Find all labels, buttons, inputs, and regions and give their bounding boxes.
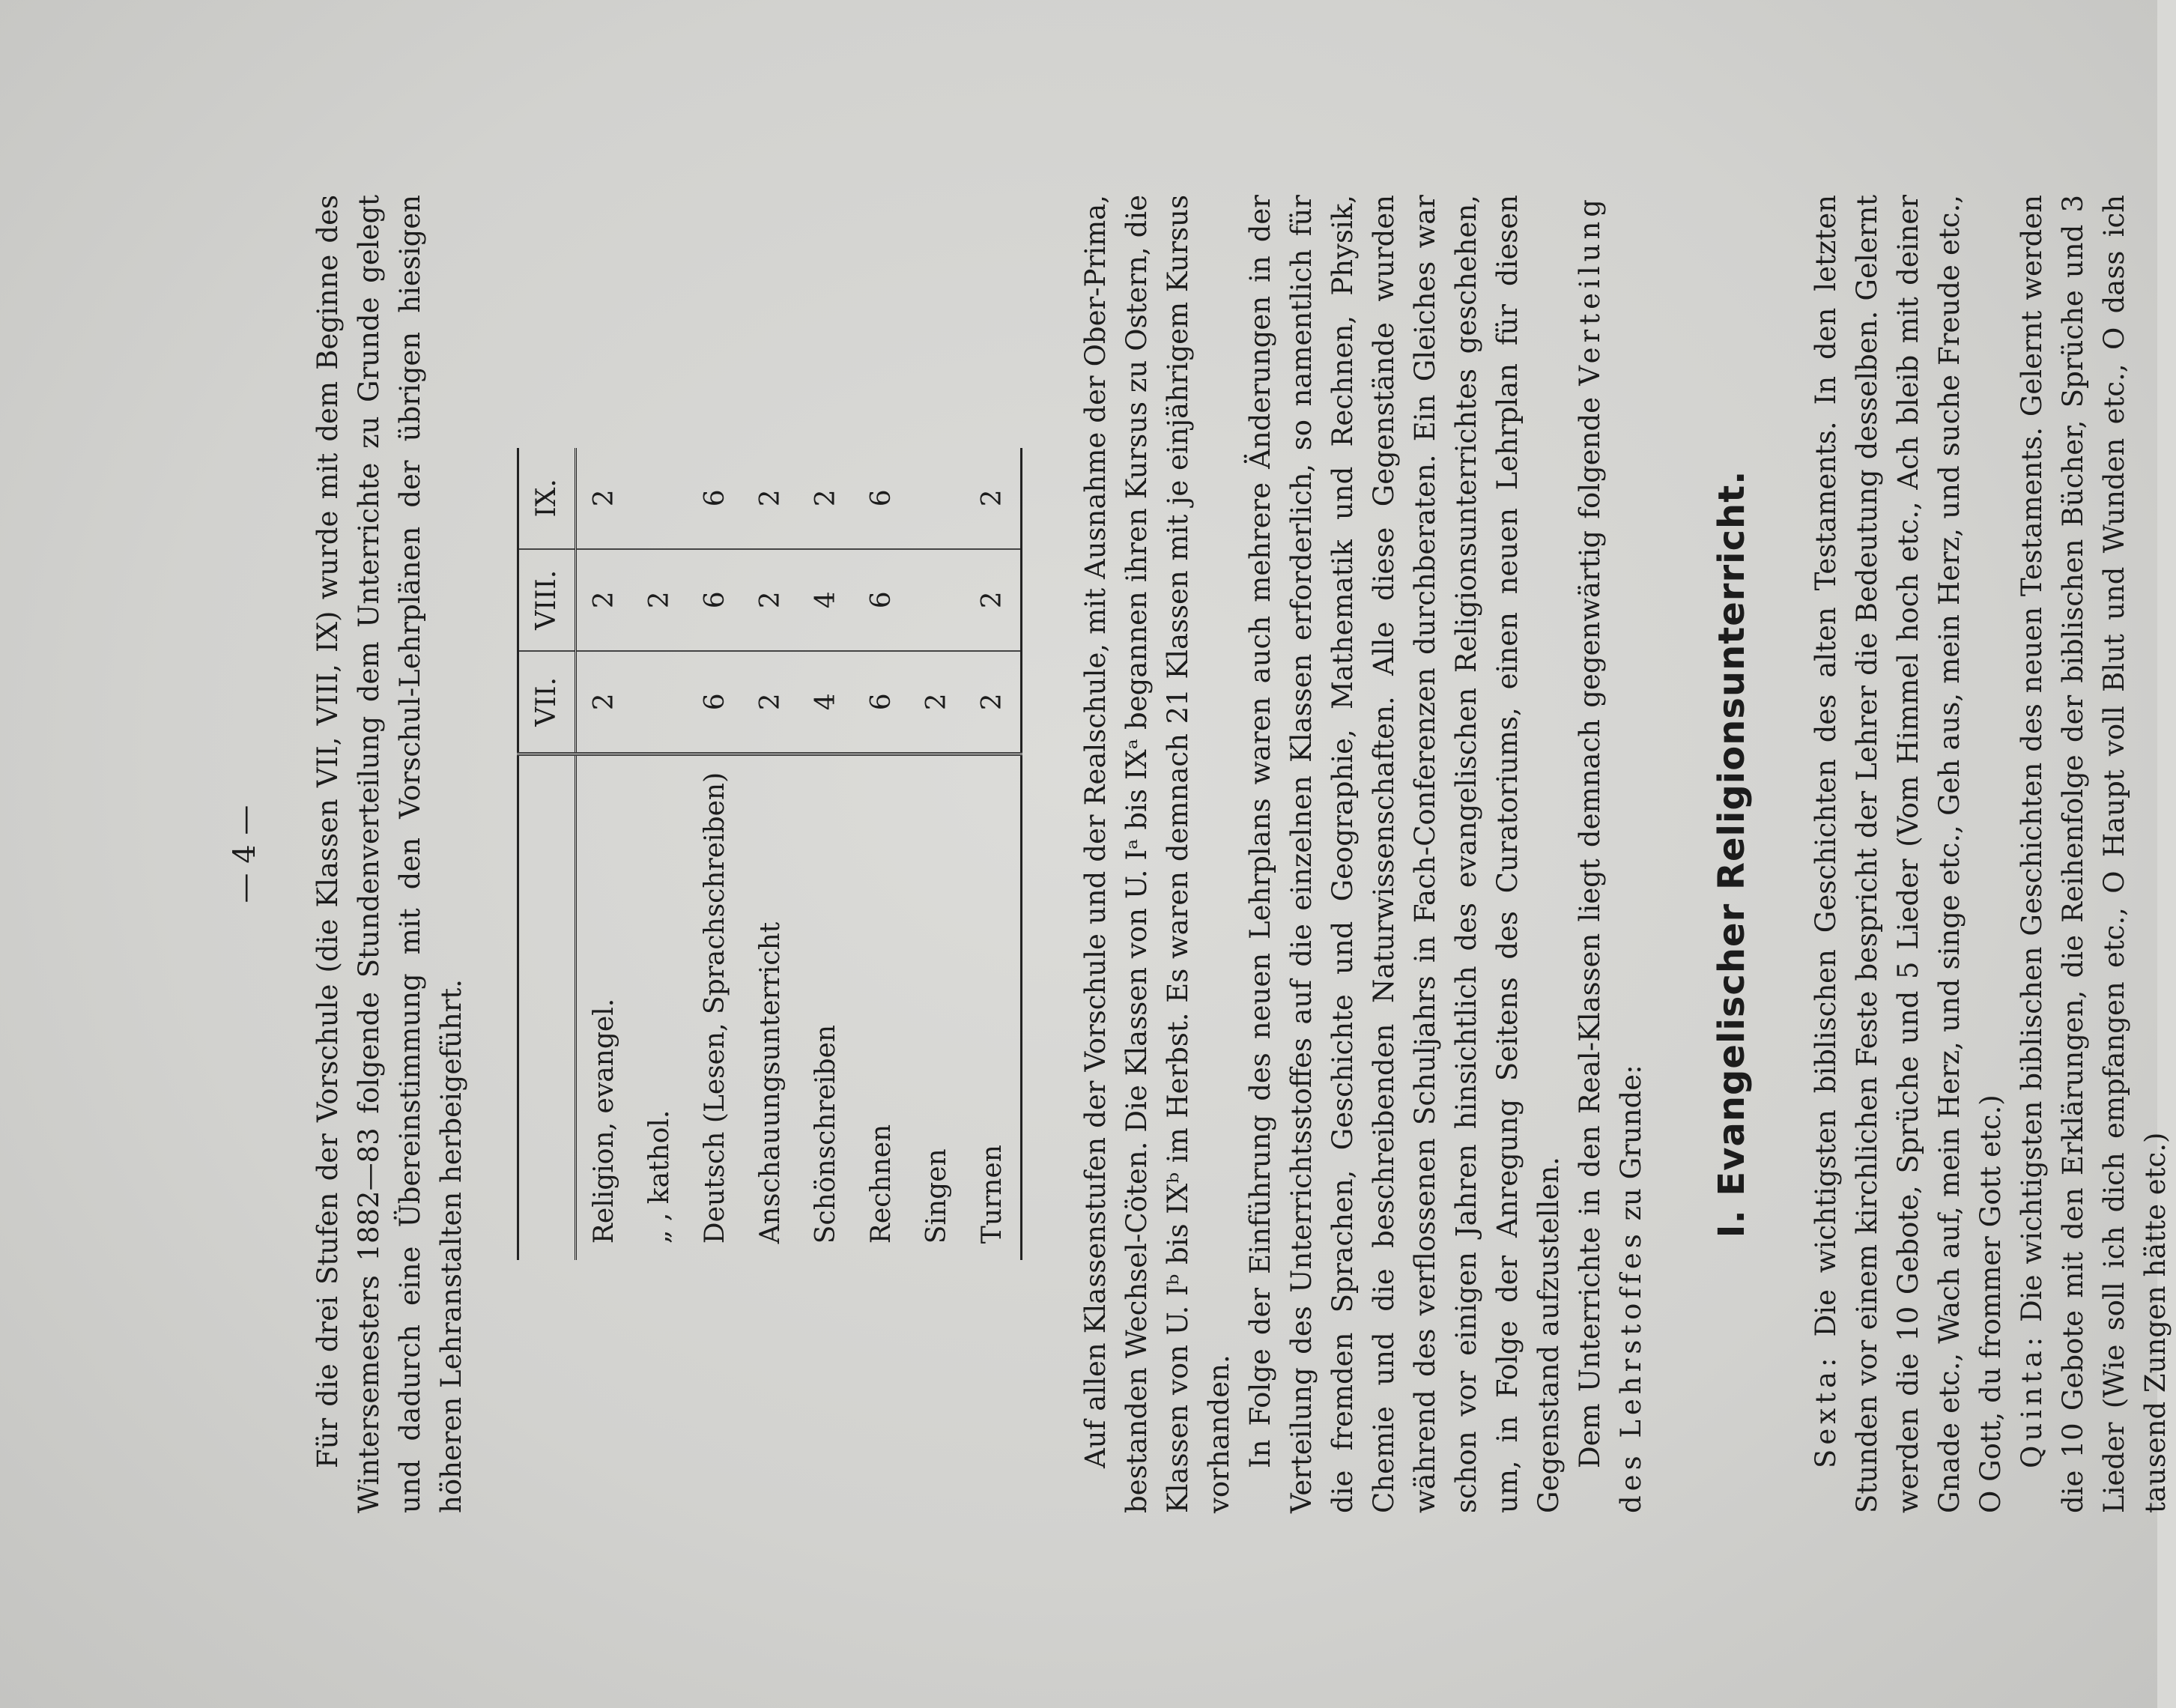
paragraph-sexta: [1805, 195, 2011, 1513]
hours-viii: 4: [798, 549, 854, 651]
hours-viii: 2: [576, 549, 633, 651]
sexta-text: Die wichtigsten biblischen Geschichten des alten Testaments. In den letzten Stunden vor einem kirchlichen Feste bespricht der Lehrer die Bedeutung desselben. Gelernt werden die 10 Gebote, Sprüche und 5 Lieder (Vom Himmel hoch etc., Ach bleib mit deiner Gnade etc., Wach auf, mein Herz, und singe etc., Geh aus, mein Herz, und suche Freude etc., O Gott, du frommer Gott etc.): [1810, 195, 2007, 1513]
table-row: [854, 448, 909, 1260]
hours-ix: [632, 448, 688, 549]
sexta-label: Sexta:: [1810, 1353, 1842, 1468]
hours-ix: 2: [965, 448, 1022, 549]
hours-table: [517, 448, 1022, 1260]
table-row: [632, 448, 688, 1260]
page-content: [225, 195, 2176, 1513]
hours-viii: 6: [854, 549, 909, 651]
paragraph-classes: Auf allen Klassenstufen der Vorschule und der Realschule, mit Ausnahme der Ober-Prima, bestanden Wechsel-Cöten. Die Klassen von U. Iᵃ bis IXᵃ begannen ihren Kursus zu Ostern, die Klassen von U. Iᵇ bis IXᵇ im Herbst. Es waren demnach 21 Klassen mit je einjährigem Kursus vorhanden.: [1079, 195, 1235, 1513]
hours-viii: 6: [688, 549, 743, 651]
hours-vii: 2: [909, 651, 965, 754]
hours-vii: 2: [965, 651, 1022, 754]
table-row: [909, 448, 965, 1260]
table-row: [688, 448, 743, 1260]
distribution-lead: Dem Unterrichte in den Real-Klassen liegt demnach gegenwärtig folgende: [1574, 396, 1606, 1468]
hours-vii: [632, 651, 688, 754]
table-header-row: [518, 448, 576, 1260]
table-row: [965, 448, 1022, 1260]
section-heading: I. Evangelischer Religionsunterricht.: [1711, 470, 1753, 1238]
quinta-text: Die wichtigsten biblischen Geschichten des neuen Testaments. Gelernt werden die 10 Gebote mit den Erklärungen, die Reihenfolge der biblischen Bücher, Sprüche und 3 Lieder (Wie soll ich dich empfangen etc., O Haupt voll Blut und Wunden etc., O dass ich tausend Zungen hätte etc.): [2016, 195, 2172, 1513]
header-subject: [518, 754, 576, 1260]
hours-ix: 2: [798, 448, 854, 549]
subject-cell: Turnen: [977, 1145, 1007, 1244]
paragraph-quinta: [2011, 195, 2176, 1513]
subject-cell: Singen: [921, 1148, 952, 1244]
table-row: [798, 448, 854, 1260]
hours-viii: 2: [743, 549, 798, 651]
hours-viii: 2: [965, 549, 1022, 651]
distribution-spaced: Verteilung des Lehrstoffes: [1574, 195, 1647, 1513]
header-ix: IX.: [518, 448, 576, 549]
paragraph-curriculum: In Folge der Einführung des neuen Lehrplans waren auch mehrere Änderungen in der Verteilung des Unterrichtsstoffes auf die einzelnen Klassen erforderlich, so namentlich für die fremden Sprachen, Geschichte und Geographie, Mathematik und Rechnen, Physik, Chemie und die beschreibenden Naturwissenschaften. Alle diese Gegenstände wurden während des verflossenen Schuljahrs in Fach-Conferenzen durchberaten. Ein Gleiches war schon vor einigen Jahren hinsichtlich des evangelischen Religionsunterrichtes geschehen, um, in Folge der Anregung Seitens des Curatoriums, einen neuen Lehrplan für diesen Gegenstand aufzustellen.: [1244, 195, 1565, 1513]
hours-vii: 6: [854, 651, 909, 754]
header-vii: VII.: [518, 651, 576, 754]
hours-vii: 2: [576, 651, 633, 754]
subject-cell: Schönschreiben: [810, 1024, 841, 1244]
intro-paragraph: Für die drei Stufen der Vorschule (die Klassen VII, VIII, IX) wurde mit dem Beginne des Wintersemesters 1882—83 folgende Stundenverteilung dem Unterrichte zu Grunde gelegt und dadurch eine Übereinstimmung mit den Vorschul-Lehrplänen der übrigen hiesigen höheren Lehranstalten herbeigeführt.: [312, 195, 467, 1513]
hours-ix: 2: [576, 448, 633, 549]
subject-cell: Anschauungsunterricht: [755, 921, 786, 1244]
hours-vii: 4: [798, 651, 854, 754]
table-row: [576, 448, 633, 1260]
hours-viii: [909, 549, 965, 651]
hours-vii: 2: [743, 651, 798, 754]
hours-vii: 6: [688, 651, 743, 754]
hours-ix: 2: [743, 448, 798, 549]
hours-ix: [909, 448, 965, 549]
subject-cell: „ , kathol.: [644, 1109, 675, 1244]
subject-cell: Deutsch (Lesen, Sprachschreiben): [700, 772, 730, 1244]
subject-cell: Rechnen: [866, 1124, 897, 1244]
quinta-label: Quinta:: [2016, 1332, 2048, 1468]
hours-ix: 6: [688, 448, 743, 549]
subject-cell: Religion, evangel.: [589, 998, 619, 1244]
table-row: [743, 448, 798, 1260]
page-number: — 4 —: [228, 805, 262, 903]
paragraph-distribution: [1569, 195, 1652, 1513]
header-viii: VIII.: [518, 549, 576, 651]
hours-viii: 2: [632, 549, 688, 651]
hours-ix: 6: [854, 448, 909, 549]
distribution-end: zu Grunde:: [1615, 1065, 1647, 1221]
